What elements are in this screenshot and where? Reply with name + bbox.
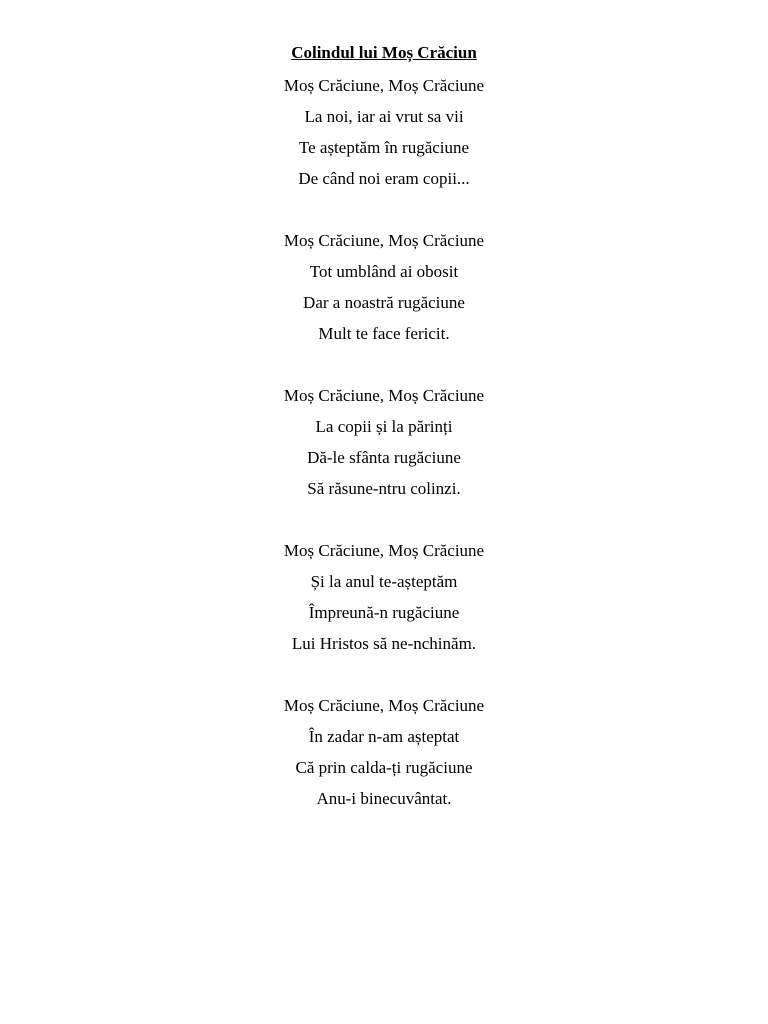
poem-line: Moș Crăciune, Moș Crăciune [283,76,485,95]
poem-line: Și la anul te-așteptăm [310,572,458,591]
poem-line: Dar a noastră rugăciune [303,293,465,312]
poem-line: Te așteptăm în rugăciune [298,138,470,157]
poem-line: Mult te face fericit. [318,324,450,343]
poem-line: Împreună-n rugăciune [308,603,460,622]
poem-line: Lui Hristos să ne-nchinăm. [291,634,477,653]
poem-line: Anu-i binecuvântat. [316,789,452,808]
poem-line: Tot umblând ai obosit [309,262,459,281]
stanza-5 [0,690,768,814]
poem-line: Moș Crăciune, Moș Crăciune [283,541,485,560]
stanza-2 [0,225,768,349]
poem-line: Să răsune-ntru colinzi. [307,479,461,498]
poem-line: Dă-le sfânta rugăciune [307,448,461,467]
poem-line: Moș Crăciune, Moș Crăciune [283,231,485,250]
stanza-4 [0,535,768,659]
stanza-1 [0,70,768,194]
poem-line: La copii și la părinți [315,417,453,436]
poem-line: Că prin calda-ți rugăciune [295,758,473,777]
poem-line: La noi, iar ai vrut sa vii [304,107,464,126]
poem-line: În zadar n-am așteptat [308,727,460,746]
poem [0,40,768,845]
poem-line: Moș Crăciune, Moș Crăciune [283,696,485,715]
poem-title: Colindul lui Moș Crăciun [291,43,477,62]
stanza-3 [0,380,768,504]
poem-line: Moș Crăciune, Moș Crăciune [283,386,485,405]
poem-line: De când noi eram copii... [298,169,470,188]
